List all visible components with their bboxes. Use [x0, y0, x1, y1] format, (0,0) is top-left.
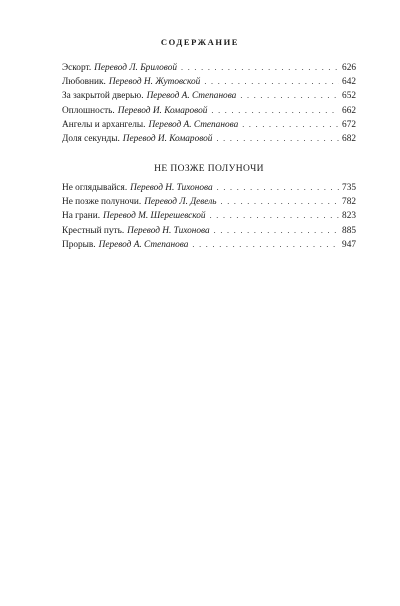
entry-translator: Перевод Л. Бриловой: [94, 63, 178, 73]
entry-page-number: 682: [342, 133, 356, 144]
dot-leader: [192, 238, 339, 252]
dot-leader: [242, 118, 339, 132]
entry-title: Крестный путь.: [62, 225, 125, 236]
dot-leader: [214, 224, 339, 238]
entry-page-number: 823: [342, 211, 356, 222]
entry-translator: Перевод А. Степанова: [146, 91, 237, 102]
dot-leader: [240, 89, 339, 103]
toc-list-part-two: [62, 162, 356, 252]
entry-translator: Перевод Н. Тихонова: [127, 225, 210, 236]
entry-translator: Перевод М. Шерешевской: [103, 211, 206, 222]
toc-list-part-one: [62, 61, 356, 146]
section-heading: НЕ ПОЗЖЕ ПОЛУНОЧИ: [154, 164, 264, 174]
dot-leader: [216, 132, 339, 146]
entry-translator: Перевод И. Комаровой: [117, 105, 208, 116]
toc-entry: [62, 132, 356, 146]
entry-page-number: 652: [342, 91, 356, 102]
entry-title: Не позже полуночи.: [62, 197, 142, 208]
entry-title: Доля секунды.: [62, 133, 120, 144]
entry-page-number: 782: [342, 197, 356, 208]
toc-entry: [62, 195, 356, 209]
toc-entry: [62, 61, 356, 75]
toc-entry: [62, 181, 356, 195]
dot-leader: [217, 181, 339, 195]
entry-page-number: 672: [342, 119, 356, 130]
dot-leader: [210, 209, 339, 223]
entry-translator: Перевод Н. Жутовской: [108, 77, 201, 88]
entry-title: Не оглядывайся.: [62, 183, 128, 193]
entry-translator: Перевод Н. Тихонова: [130, 183, 213, 193]
entry-title: Любовник.: [62, 77, 106, 88]
entry-title: Ангелы и архангелы.: [62, 119, 146, 130]
entry-translator: Перевод Л. Девель: [144, 197, 217, 208]
entry-title: За закрытой дверью.: [62, 91, 144, 102]
toc-entry: [62, 104, 356, 118]
entry-page-number: 642: [342, 77, 356, 88]
entry-page-number: 885: [342, 225, 356, 236]
entry-page-number: 662: [342, 105, 356, 116]
toc-entry: [62, 118, 356, 132]
dot-leader: [181, 61, 339, 75]
entry-title: Оплошность.: [62, 105, 115, 116]
entry-page-number: 626: [342, 63, 356, 73]
entry-translator: Перевод А. Степанова: [148, 119, 239, 130]
entry-translator: Перевод А. Степанова: [98, 239, 189, 250]
toc-entry: [62, 238, 356, 252]
entry-page-number: 735: [342, 183, 356, 193]
entry-title: На грани.: [62, 211, 101, 222]
entry-title: Прорыв.: [62, 239, 96, 250]
toc-entry: [62, 224, 356, 238]
toc-entry: [62, 209, 356, 223]
dot-leader: [204, 75, 339, 89]
dot-leader: [221, 195, 340, 209]
dot-leader: [211, 104, 339, 118]
entry-title: Эскорт.: [62, 63, 92, 73]
toc-entry: [62, 89, 356, 103]
running-title: СОДЕРЖАНИЕ: [160, 37, 240, 47]
entry-translator: Перевод И. Комаровой: [122, 133, 213, 144]
toc-entry: [62, 75, 356, 89]
entry-page-number: 947: [342, 239, 356, 250]
